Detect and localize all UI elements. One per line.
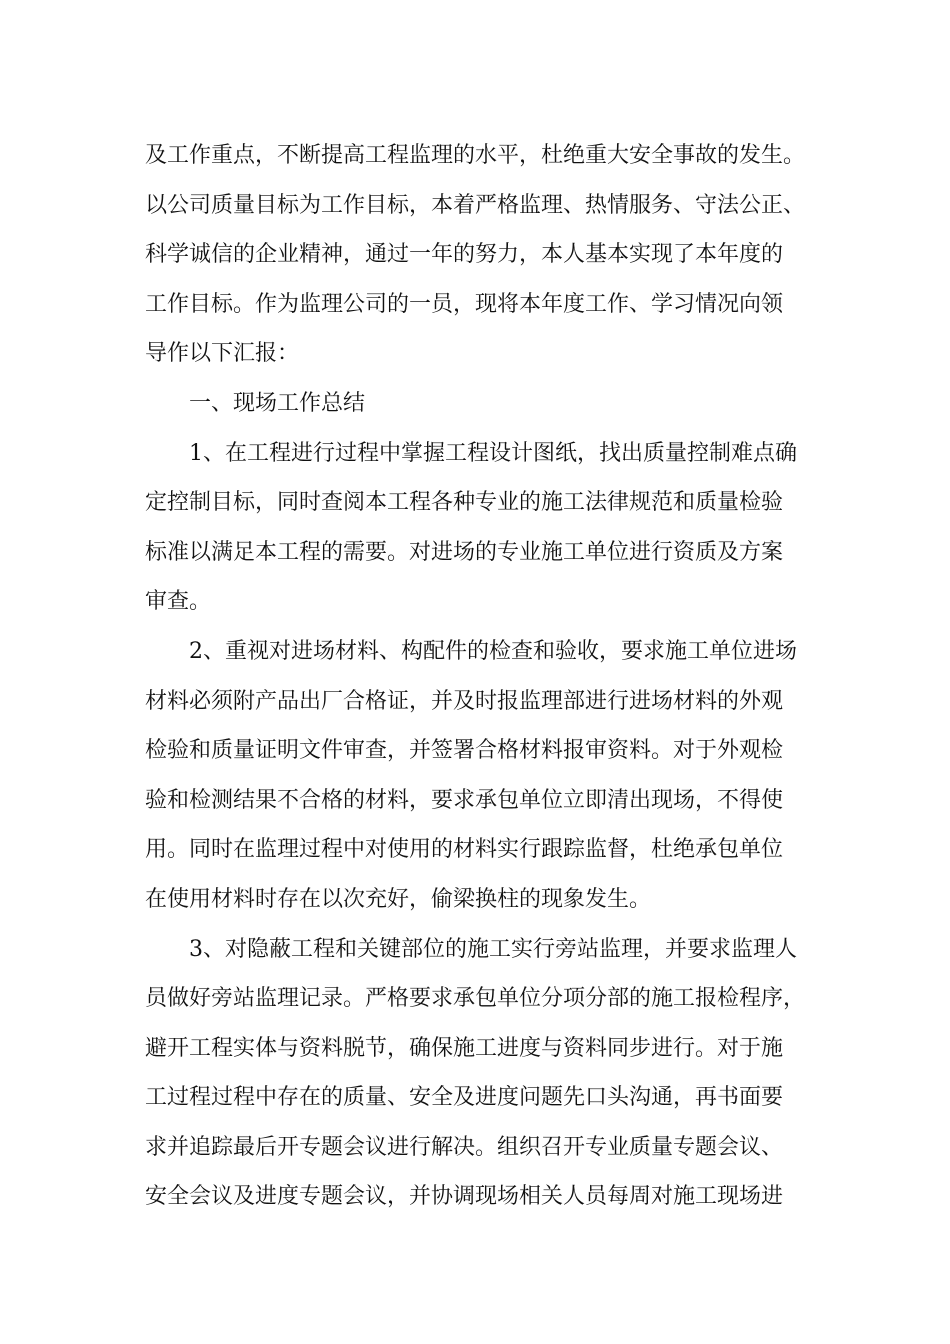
text-line: 导作以下汇报：: [145, 341, 300, 367]
text-line: 在使用材料时存在以次充好，偷梁换柱的现象发生。: [145, 886, 652, 912]
text-line: 用。同时在监理过程中对使用的材料实行跟踪监督，杜绝承包单位: [145, 837, 784, 863]
text-line: 科学诚信的企业精神，通过一年的努力，本人基本实现了本年度的: [145, 242, 784, 268]
text-line: 定控制目标，同时查阅本工程各种专业的施工法律规范和质量检验: [145, 490, 784, 516]
text-line: 以公司质量目标为工作目标，本着严格监理、热情服务、守法公正、: [145, 192, 806, 218]
text-line: 安全会议及进度专题会议，并协调现场相关人员每周对施工现场进: [145, 1184, 784, 1210]
text-line: 检验和质量证明文件审查，并签署合格材料报审资料。对于外观检: [145, 738, 784, 764]
text-line: 及工作重点，不断提高工程监理的水平，杜绝重大安全事故的发生。: [145, 143, 806, 168]
text-line: 审查。: [145, 589, 212, 615]
text-line: 验和检测结果不合格的材料，要求承包单位立即清出现场，不得使: [145, 787, 784, 813]
text-line: 避开工程实体与资料脱节，确保施工进度与资料同步进行。对于施: [145, 1035, 784, 1061]
text-line: 材料必须附产品出厂合格证，并及时报监理部进行进场材料的外观: [145, 688, 784, 714]
text-line: 标准以满足本工程的需要。对进场的专业施工单位进行资质及方案: [145, 539, 784, 565]
document-body: [145, 131, 815, 1222]
text-line: 求并追踪最后开专题会议进行解决。组织召开专业质量专题会议、: [145, 1134, 784, 1160]
text-line: 工过程过程中存在的质量、安全及进度问题先口头沟通，再书面要: [145, 1085, 784, 1111]
paragraph-start: 1、在工程进行过程中掌握工程设计图纸，找出质量控制难点确: [189, 440, 797, 466]
paragraph-start: 3、对隐蔽工程和关键部位的施工实行旁站监理，并要求监理人: [189, 936, 797, 962]
paragraph-start: 2、重视对进场材料、构配件的检查和验收，要求施工单位进场: [189, 638, 797, 664]
text-line: 工作目标。作为监理公司的一员，现将本年度工作、学习情况向领: [145, 291, 784, 317]
text-line: 员做好旁站监理记录。严格要求承包单位分项分部的施工报检程序，: [145, 986, 806, 1012]
section-heading: 一、现场工作总结: [189, 390, 366, 416]
